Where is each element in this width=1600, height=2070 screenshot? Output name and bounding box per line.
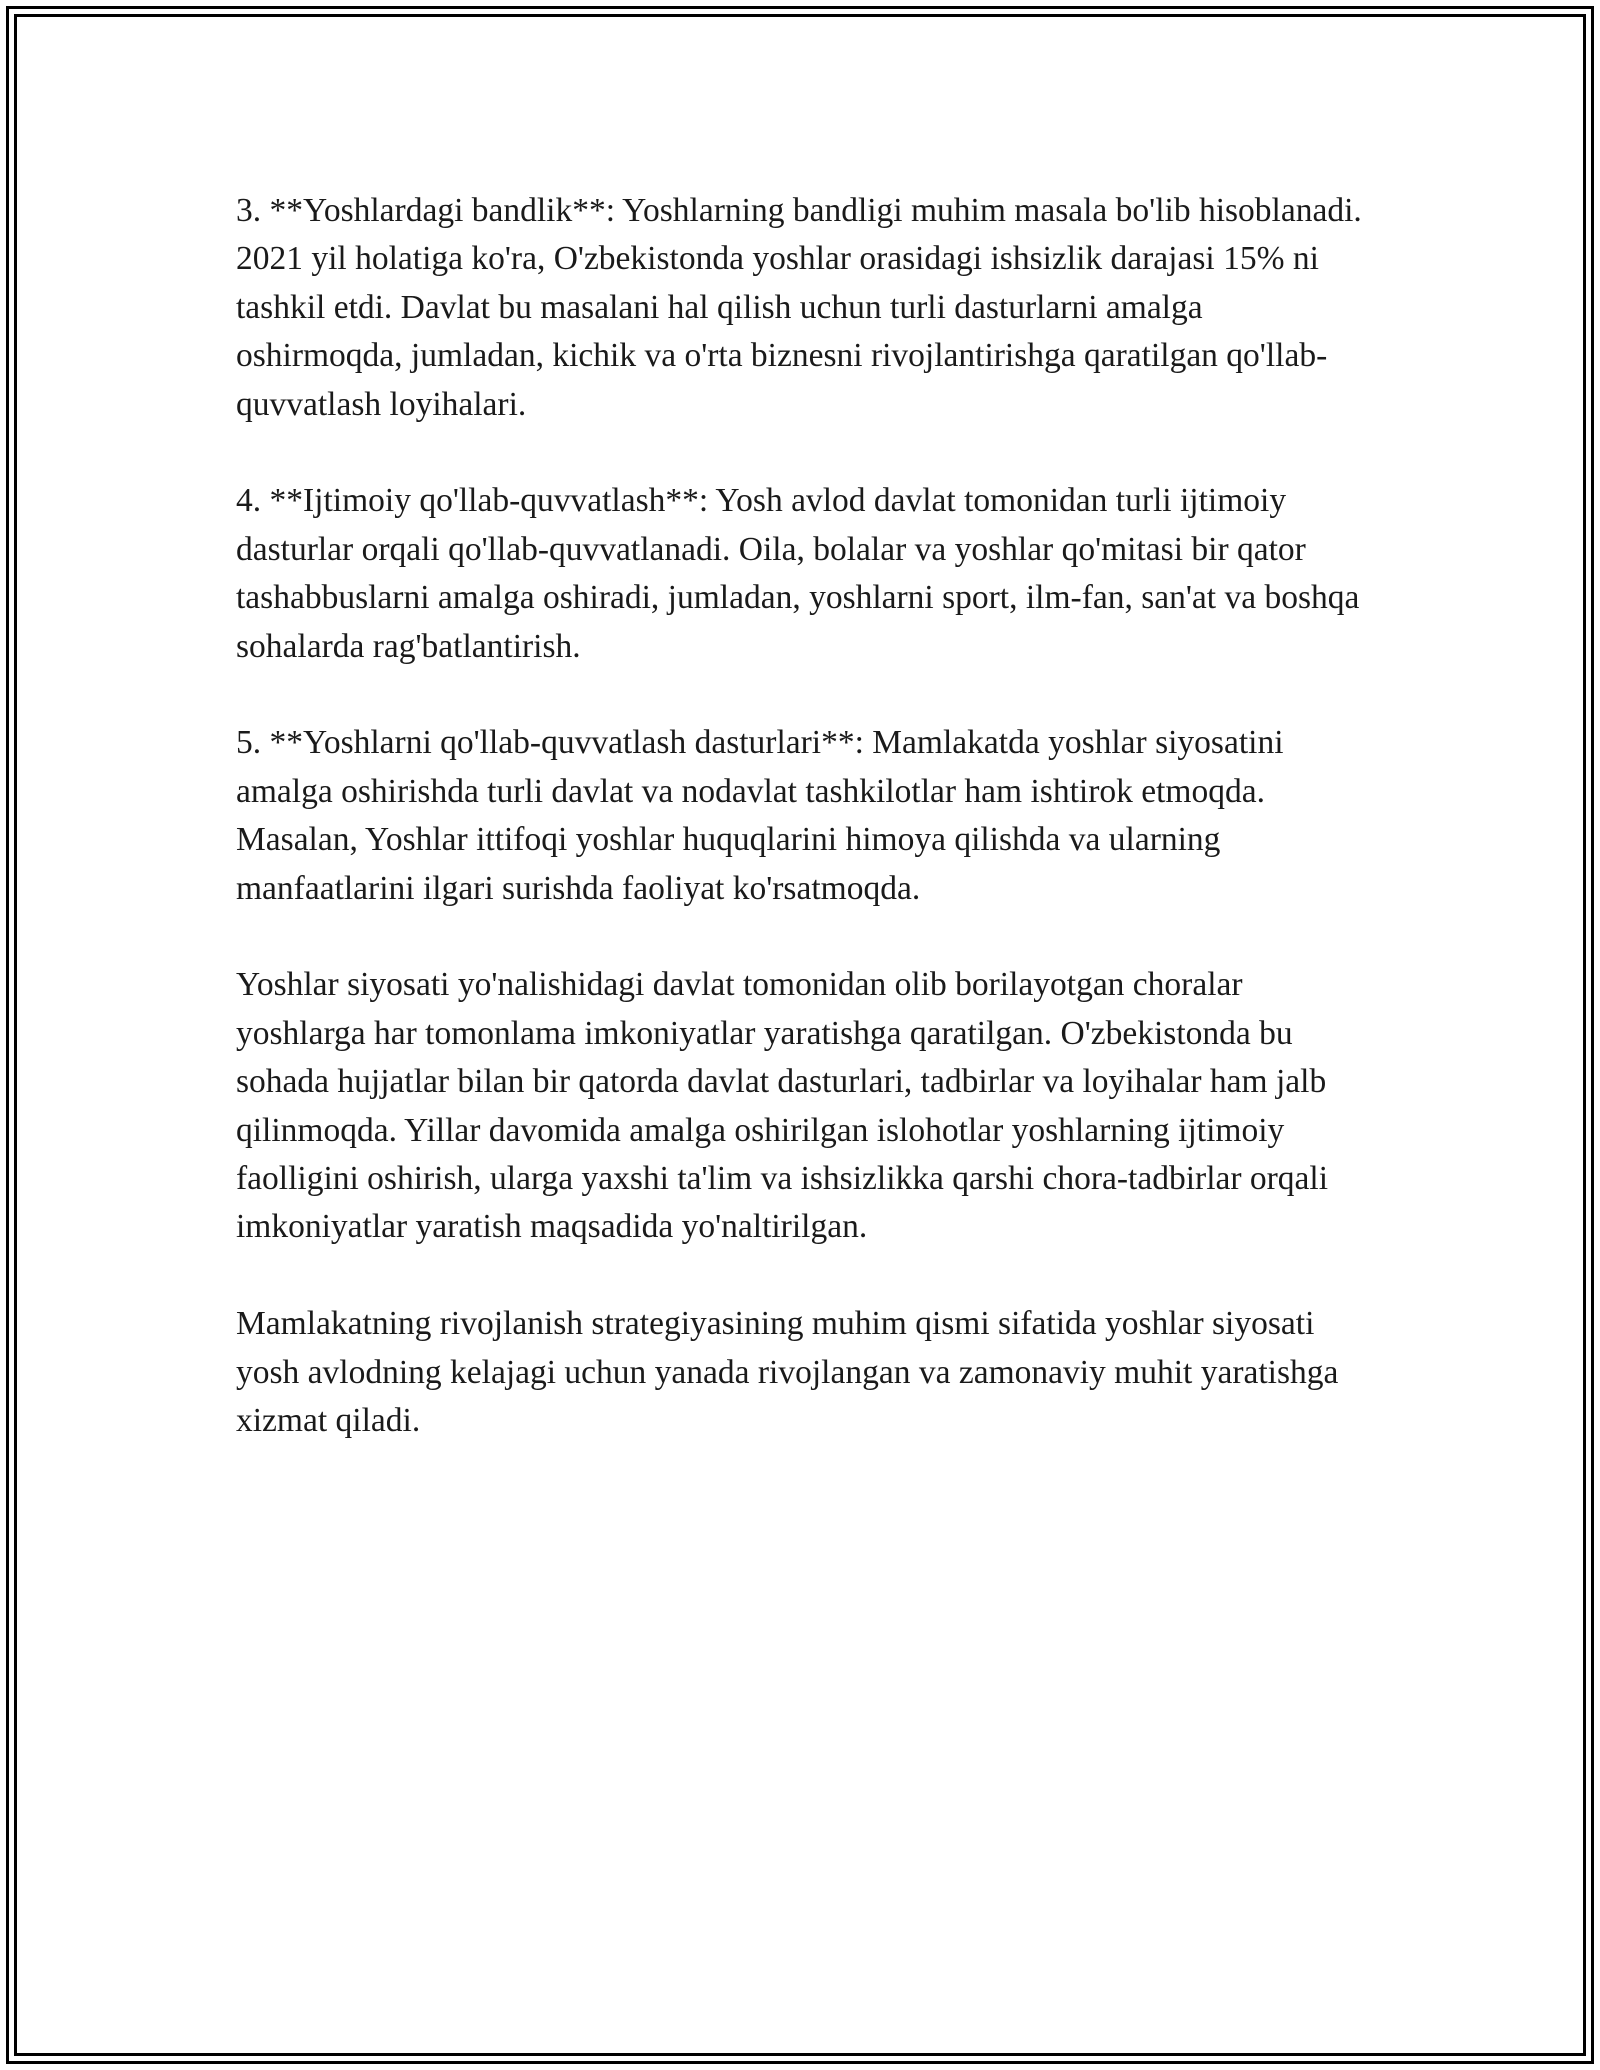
paragraph-social-support: 4. **Ijtimoiy qo'llab-quvvatlash**: Yosh avlod davlat tomonidan turli ijtimoiy dasturlar orqali qo'llab-quvvatlanadi. Oila, bolalar va yoshlar qo'mitasi bir qator tashabbuslarni amalga oshiradi, jumladan, yoshlarni sport, ilm-fan, san'at va boshqa sohalarda rag'batlantirish.	[236, 482, 1360, 665]
paragraph-development-strategy: Mamlakatning rivojlanish strategiyasining muhim qismi sifatida yoshlar siyosati yosh avlodning kelajagi uchun yanada rivojlangan va zamonaviy muhit yaratishga xizmat qiladi.	[236, 1305, 1339, 1440]
document-body	[236, 187, 1376, 1446]
paragraph-youth-policy-measures: Yoshlar siyosati yo'nalishidagi davlat tomonidan olib borilayotgan choralar yoshlarga har tomonlama imkoniyatlar yaratishga qaratilgan. O'zbekistonda bu sohada hujjatlar bilan bir qatorda davlat dasturlari, tadbirlar va loyihalar ham jalb qilinmoqda. Yillar davomida amalga oshirilgan islohotlar yoshlarning ijtimoiy faolligini oshirish, ularga yaxshi ta'lim va ishsizlikka qarshi chora-tadbirlar orqali imkoniyatlar yaratish maqsadida yo'naltirilgan.	[236, 966, 1329, 1246]
paragraph-youth-support-programs: 5. **Yoshlarni qo'llab-quvvatlash dasturlari**: Mamlakatda yoshlar siyosatini amalga oshirishda turli davlat va nodavlat tashkilotlar ham ishtirok etmoqda. Masalan, Yoshlar ittifoqi yoshlar huquqlarini himoya qilishda va ularning manfaatlarini ilgari surishda faoliyat ko'rsatmoqda.	[236, 724, 1284, 907]
paragraph-youth-employment: 3. **Yoshlardagi bandlik**: Yoshlarning bandligi muhim masala bo'lib hisoblanadi. 2021 yil holatiga ko'ra, O'zbekistonda yoshlar orasidagi ishsizlik darajasi 15% ni tashkil etdi. Davlat bu masalani hal qilish uchun turli dasturlarni amalga oshirmoqda, jumladan, kichik va o'rta biznesni rivojlantirishga qaratilgan qo'llab-quvvatlash loyihalari.	[236, 192, 1362, 423]
